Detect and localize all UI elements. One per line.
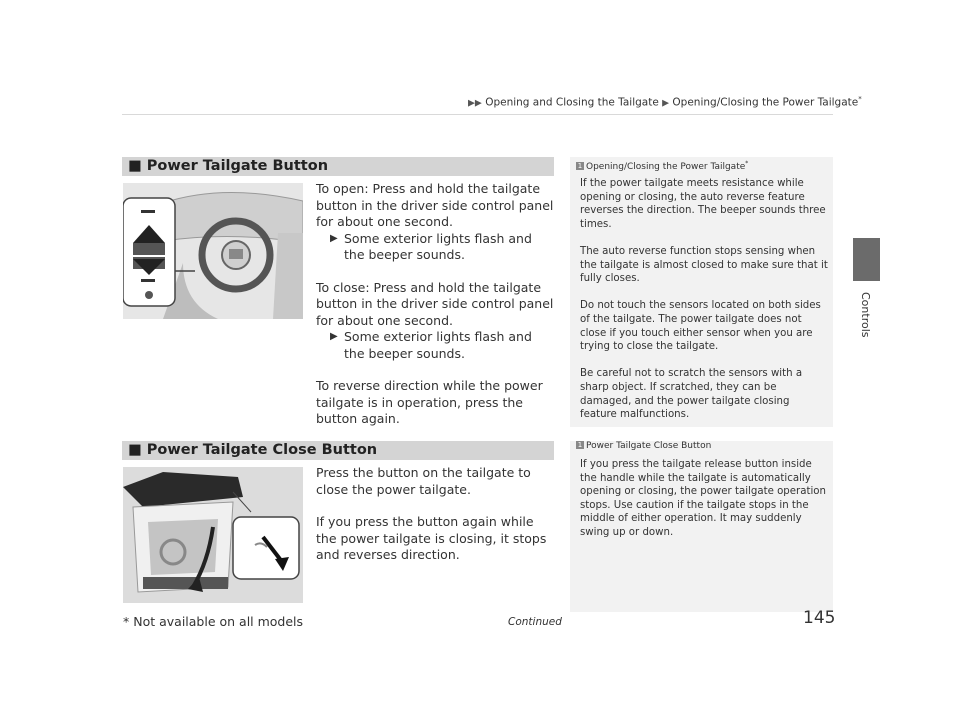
footnote: * Not available on all models: [123, 614, 304, 629]
section-heading-power-tailgate-button: ■ Power Tailgate Button: [122, 157, 554, 176]
breadcrumb-item: Opening/Closing the Power Tailgate: [672, 96, 859, 109]
dashboard-drawing: [123, 183, 303, 319]
note-title: 1 Opening/Closing the Power Tailgate*: [577, 160, 749, 172]
page-number: 145: [803, 608, 836, 628]
tailgate-drawing: [123, 467, 303, 603]
header-divider: [122, 114, 833, 115]
double-arrow-icon: ▶: [330, 331, 338, 342]
section-heading-power-tailgate-close-button: ■ Power Tailgate Close Button: [122, 441, 554, 460]
dashboard-illustration: [123, 183, 303, 319]
double-arrow-icon: ▶: [330, 232, 338, 244]
note-box-opening-closing: [570, 157, 833, 427]
note-body: [580, 458, 828, 553]
note-paragraph: If the power tailgate meets resistance while opening or closing, the auto reverse feature reverses the direction. The beeper sounds three times.: [580, 178, 826, 230]
breadcrumb-item: Opening and Closing the Tailgate: [485, 96, 659, 109]
continued-label: Continued: [508, 616, 562, 628]
side-tab-label: Controls: [859, 292, 872, 338]
section2-body: [316, 465, 554, 564]
close-button-reverse: If you press the button again while the power tailgate is closing, it stops and reverses direction.: [316, 514, 547, 562]
note-paragraph: If you press the tailgate release button inside the handle while the tailgate is automatically opening or closing, the power tailgate operation stops. Use caution if the tailgate stops in the middle of either operation. It may suddenly swing up or down.: [580, 459, 826, 538]
asterisk: *: [858, 95, 862, 103]
side-tab: [853, 238, 880, 281]
open-subpoint: ▶ Some exterior lights flash and the beeper sounds.: [330, 230, 532, 262]
note-box-close-button: [570, 441, 833, 612]
section1-body: [316, 181, 554, 428]
arrow-icon: ▶: [662, 98, 670, 109]
note-icon: 1: [577, 441, 583, 449]
note-icon: 1: [577, 162, 583, 170]
close-subpoint: ▶ Some exterior lights flash and the beeper sounds.: [330, 329, 532, 361]
reverse-instruction: To reverse direction while the power tailgate is in operation, press the button again.: [316, 378, 543, 426]
double-arrow-icon: ▶▶: [468, 98, 482, 109]
breadcrumb: [468, 95, 862, 109]
note-title: 1 Power Tailgate Close Button: [577, 441, 712, 451]
close-button-instruction: Press the button on the tailgate to close the power tailgate.: [316, 465, 531, 497]
note-paragraph: Be careful not to scratch the sensors with a sharp object. If scratched, they can be damaged, and the power tailgate closing feature malfunctions.: [580, 368, 803, 421]
tailgate-illustration: [123, 467, 303, 603]
note-paragraph: Do not touch the sensors located on both sides of the tailgate. The power tailgate does not close if you touch either sensor when you are trying to close the tailgate.: [580, 300, 821, 353]
close-instruction: To close: Press and hold the tailgate button in the driver side control panel for about one second.: [316, 279, 554, 328]
note-paragraph: The auto reverse function stops sensing when the tailgate is almost closed to make sure that it fully closes.: [580, 245, 828, 285]
note-body: [580, 177, 828, 435]
open-instruction: To open: Press and hold the tailgate button in the driver side control panel for about one second.: [316, 181, 554, 229]
